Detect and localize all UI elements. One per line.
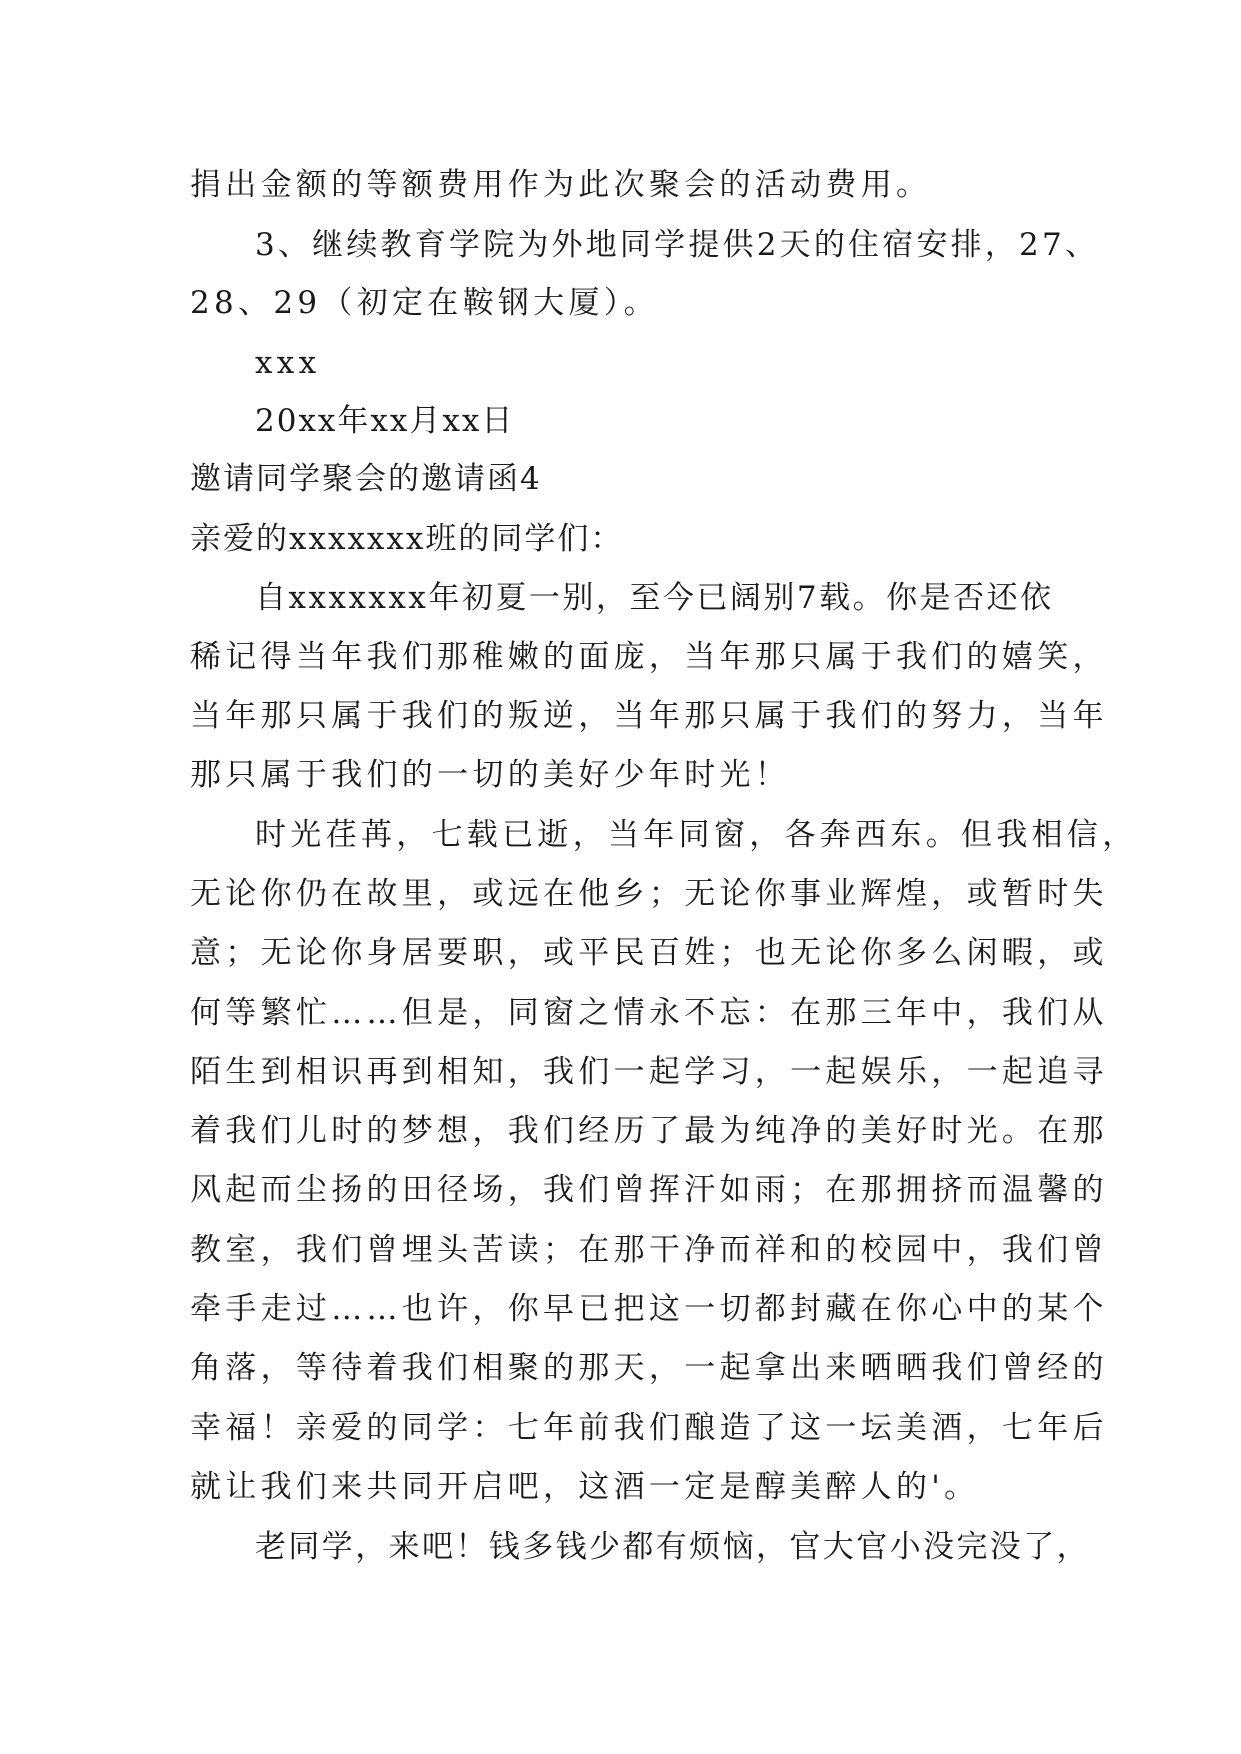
paragraph-line: 捐出金额的等额费用作为此次聚会的活动费用。: [190, 167, 932, 203]
paragraph-line: 当年那只属于我们的叛逆，当年那只属于我们的努力，当年: [190, 698, 1108, 734]
signature-name: xxx: [255, 345, 321, 381]
salutation: 亲爱的xxxxxxx班的同学们：: [190, 521, 624, 557]
paragraph-line: 自xxxxxxx年初夏一别，至今已阔别7载。你是否还依: [255, 580, 1054, 616]
section-heading: 邀请同学聚会的邀请函4: [190, 461, 542, 497]
paragraph-line: 角落，等待着我们相聚的那天，一起拿出来晒晒我们曾经的: [190, 1350, 1108, 1386]
paragraph-line: 时光荏苒，七载已逝，当年同窗，各奔西东。但我相信，: [255, 817, 1138, 853]
paragraph-line: 无论你仍在故里，或远在他乡；无论你事业辉煌，或暂时失: [190, 876, 1108, 912]
paragraph-line: 风起而尘扬的田径场，我们曾挥汗如雨；在那拥挤而温馨的: [190, 1172, 1108, 1208]
paragraph-line: 28、29（初定在鞍钢大厦）。: [190, 285, 659, 321]
paragraph-line: 稀记得当年我们那稚嫩的面庞，当年那只属于我们的嬉笑，: [190, 639, 1108, 675]
paragraph-line: 那只属于我们的一切的美好少年时光！: [190, 757, 791, 793]
paragraph-line: 意；无论你身居要职，或平民百姓；也无论你多么闲暇，或: [190, 935, 1108, 971]
paragraph-line: 老同学，来吧！钱多钱少都有烦恼，官大官小没完没了，: [255, 1529, 1090, 1565]
paragraph-line: 就让我们来共同开启吧，这酒一定是醇美醉人的'。: [190, 1469, 980, 1505]
signature-date: 20xx年xx月xx日: [255, 403, 515, 439]
paragraph-line: 幸福！亲爱的同学：七年前我们酿造了这一坛美酒，七年后: [190, 1410, 1108, 1446]
paragraph-line: 3、继续教育学院为外地同学提供2天的住宿安排，27、: [255, 227, 1100, 263]
paragraph-line: 陌生到相识再到相知，我们一起学习，一起娱乐，一起追寻: [190, 1054, 1108, 1090]
paragraph-line: 牵手走过……也许，你早已把这一切都封藏在你心中的某个: [190, 1291, 1108, 1327]
paragraph-line: 何等繁忙……但是，同窗之情永不忘：在那三年中，我们从: [190, 995, 1108, 1031]
paragraph-line: 着我们儿时的梦想，我们经历了最为纯净的美好时光。在那: [190, 1113, 1108, 1149]
paragraph-line: 教室，我们曾埋头苦读；在那干净而祥和的校园中，我们曾: [190, 1232, 1108, 1268]
